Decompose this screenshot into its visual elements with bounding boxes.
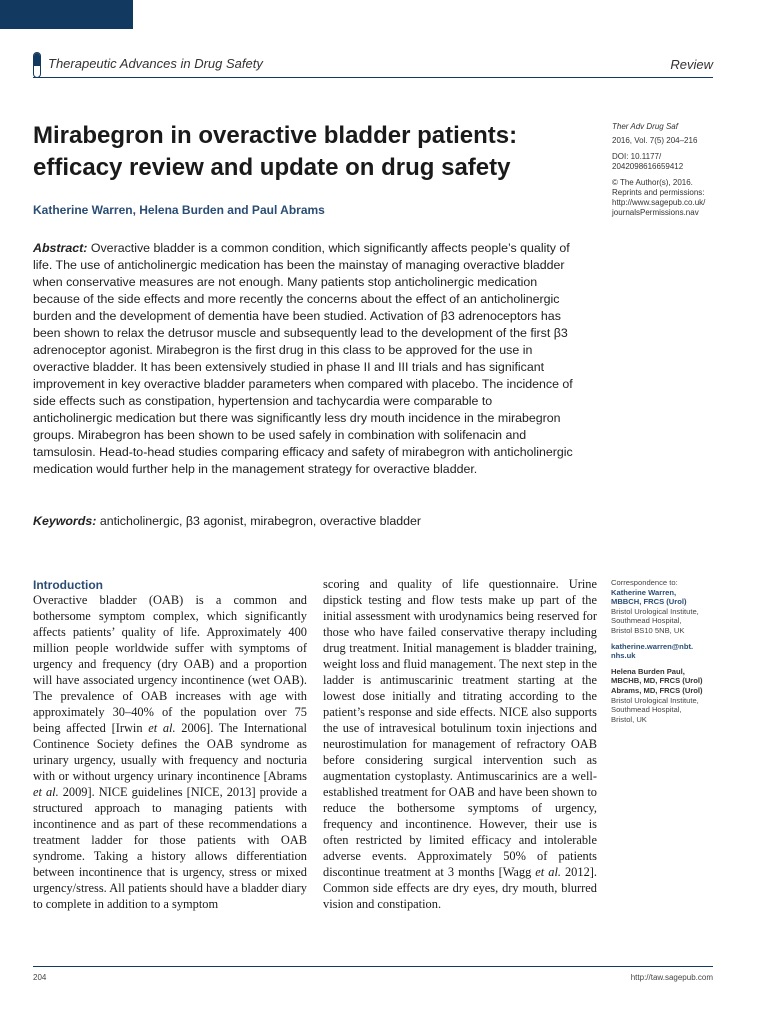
abstract-label: Abstract: xyxy=(33,241,88,255)
col1-text-c: 2006]. The International Continence Society defines the OAB syndrome as urinary urgency, usually with frequency and nocturia with or without urgency urinary incontinence [Abrams xyxy=(33,721,308,783)
journal-abbreviation: Ther Adv Drug Saf xyxy=(612,122,678,131)
body-column-2 xyxy=(323,576,597,912)
journal-url[interactable]: http://taw.sagepub.com xyxy=(630,973,713,982)
author2-institute: Bristol Urological Institute, xyxy=(611,695,699,705)
author2-city: Bristol, UK xyxy=(611,714,647,724)
abstract-text: Overactive bladder is a common condition, which significantly affects people’s quality of life. The use of anticholinergic medication has been the mainstay of managing overactive bladder when conservative measures are not enough. Many patients stop anticholinergic medication because of the side effects and more recently the concerns about the effect of an anticholinergic burden and the development of dementia have been studied. Activation of β3 adrenoceptors has been shown to relax the detrusor muscle and subsequently lead to the development of the first β3 adrenoceptor agonist. Mirabegron is the first drug in this class to be approved for the use in overactive bladder. It has been extensively studied in phase II and III trials and has significant improvement in key overactive bladder parameters when compared with placebo. The incidence of side effects such as constipation, hypertension and tachycardia were comparable to anticholinergic medication but there was significantly less dry mouth incidence in the mirabegron groups. Mirabegron has been shown to be used safely in combination with solifenacin and tamsulosin. Head-to-head studies comparing efficacy and safety of mirabegron with anticholinergic medication would further help in the management strategy for overactive bladder. xyxy=(33,241,573,476)
col1-etal-1: et al. xyxy=(148,721,176,735)
journal-name: Therapeutic Advances in Drug Safety xyxy=(48,56,263,71)
permissions-url-2[interactable]: journalsPermissions.nav xyxy=(612,208,699,217)
correspondence-label: Correspondence to: xyxy=(611,578,678,587)
title-line-2: efficacy review and update on drug safety xyxy=(33,154,511,181)
page-number: 204 xyxy=(33,973,47,982)
abstract xyxy=(33,240,573,478)
correspondence-block xyxy=(611,578,736,724)
author1-hospital: Southmead Hospital, xyxy=(611,616,682,626)
doi-line-1: DOI: 10.1177/ xyxy=(612,152,662,161)
col2-text-c: 2012]. Common side effects are dry eyes, dry mouth, blurred vision and constipation. xyxy=(323,865,597,911)
copyright: © The Author(s), 2016. xyxy=(612,178,693,187)
author1-city: Bristol BS10 5NB, UK xyxy=(611,625,685,635)
author2-hospital: Southmead Hospital, xyxy=(611,705,682,715)
doi-line-2: 2042098616659412 xyxy=(612,162,684,171)
keywords-label: Keywords: xyxy=(33,514,97,528)
keywords-text: anticholinergic, β3 agonist, mirabegron, overactive bladder xyxy=(99,514,422,528)
author1-institute: Bristol Urological Institute, xyxy=(611,606,699,616)
article-title xyxy=(33,120,573,184)
author1-name: Katherine Warren, xyxy=(611,587,677,597)
col1-etal-2: et al. xyxy=(33,785,59,799)
author2-degrees: MBCHB, MD, FRCS (Urol) xyxy=(611,676,703,686)
author1-degrees: MBBCH, FRCS (Urol) xyxy=(611,597,687,607)
header-color-bar xyxy=(0,0,133,29)
email-link-2[interactable]: nhs.uk xyxy=(611,651,636,661)
footer-rule xyxy=(33,966,713,967)
author-list: Katherine Warren, Helena Burden and Paul Abrams xyxy=(33,203,325,217)
author2-name: Helena Burden Paul, xyxy=(611,666,685,676)
keywords xyxy=(33,514,421,528)
email-link-1[interactable]: katherine.warren@nbt. xyxy=(611,641,694,651)
article-type-label: Review xyxy=(670,57,713,72)
permissions-url-1[interactable]: http://www.sagepub.co.uk/ xyxy=(612,198,706,207)
section-heading-introduction: Introduction xyxy=(33,578,103,592)
col1-text-e: 2009]. NICE guidelines [NICE, 2013] provide a structured approach to managing patients with incontinence and as part of these recommendations a treatment ladder for those patients with OAB syndrome. Taking a history allows differentiation between incontinence that is urgency, stress or mixed urgency/stress. All patients should have a bladder diary to complete in addition to a symptom xyxy=(33,785,307,911)
col1-text-a: Overactive bladder (OAB) is a common and bothersome symptom complex, which significantly affects patients’ quality of life. Approximately 400 million people worldwide suffer with symptoms of urgency and frequency (dry OAB) and a proportion will have associated urgency incontinence (wet OAB). The prevalence of OAB increases with age with approximately 30–40% of the population over 75 being affected [Irwin xyxy=(33,593,307,735)
header-rule xyxy=(33,77,713,78)
title-line-1: Mirabegron in overactive bladder patients: xyxy=(33,122,518,149)
col2-etal: et al. xyxy=(535,865,561,879)
col2-text-a: scoring and quality of life questionnaire. Urine dipstick testing and flow tests make up part of the initial assessment with urodynamics being reserved for those who have failed conservative therapy including drug treatment. Initial management is bladder training, weight loss and fluid management. The next step in the ladder is antimuscarinic treatment starting at the lowest dose initially and titrating according to the patient’s response and side effects. NICE also supports the use of intravesical botulinum toxin injections and neurostimulation for management of refractory OAB before considering surgical intervention such as augmentation cystoplasty. Antimuscarinics are a well-established treatment for OAB and have been shown to reduce the bothersome symptoms of urgency, frequency and incontinence. However, their use is often restricted by limited efficacy and intolerable adverse events. Approximately 50% of patients discontinue treatment at 3 months [Wagg xyxy=(323,577,597,879)
body-column-1 xyxy=(33,592,307,912)
article-metadata xyxy=(612,122,732,218)
journal-mark-icon xyxy=(33,52,41,78)
volume-info: 2016, Vol. 7(5) 204–216 xyxy=(612,136,698,145)
author3-name: Abrams, MD, FRCS (Urol) xyxy=(611,685,703,695)
reprints-label: Reprints and permissions: xyxy=(612,188,705,197)
